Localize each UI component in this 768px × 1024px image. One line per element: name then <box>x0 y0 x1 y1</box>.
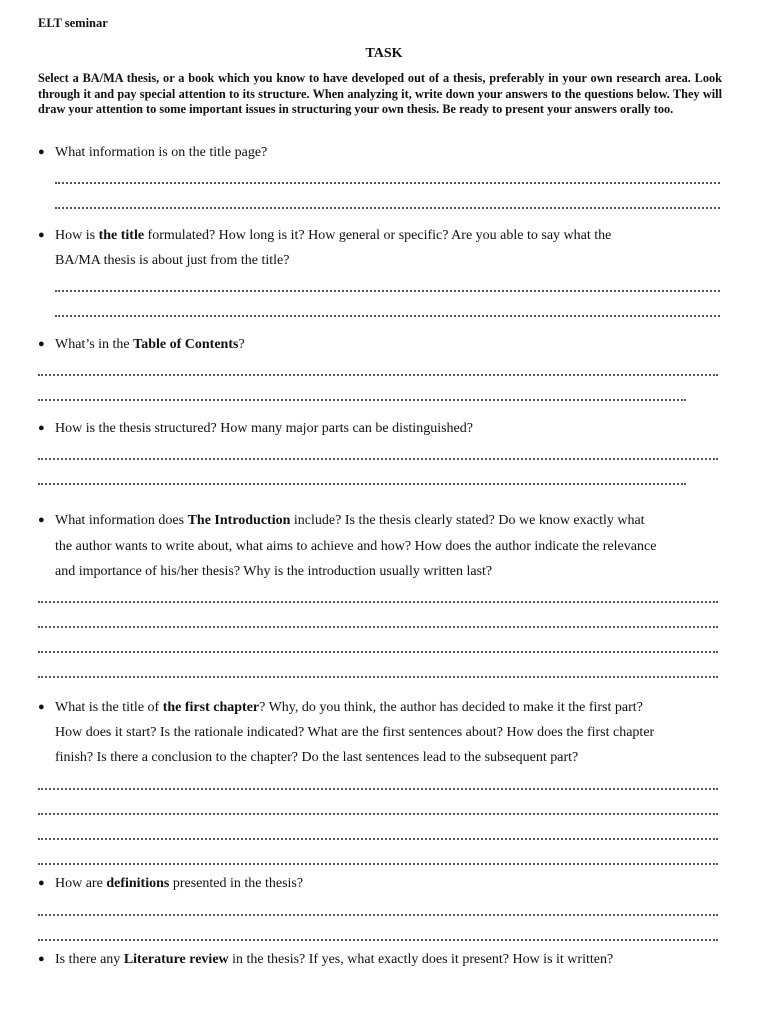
answer-line[interactable] <box>38 483 686 485</box>
answer-line[interactable] <box>38 601 718 603</box>
question-introduction-continued: the author wants to write about, what aims to achieve and how? How does the author indicate the relevance <box>55 539 657 554</box>
bullet-icon: ● <box>38 146 45 158</box>
answer-line[interactable] <box>55 315 720 317</box>
answer-line[interactable] <box>38 676 718 678</box>
bullet-icon: ● <box>38 953 45 965</box>
question-title: ● How is the title formulated? How long is it? How general or specific? Are you able to say what the <box>38 228 612 243</box>
answer-line[interactable] <box>38 863 718 865</box>
task-instructions: Select a BA/MA thesis, or a book which you know to have developed out of a thesis, preferably in your own research area. Look through it and pay special attention to its structure. When analyzing it, write down your answers to the questions below. They will draw your attention to some important issues in structuring your own thesis. Be ready to present your answers orally too. <box>38 71 722 116</box>
answer-line[interactable] <box>38 651 718 653</box>
question-first-chapter: ● What is the title of the first chapter? Why, do you think, the author has decided to make it the first part? <box>38 700 643 715</box>
answer-line[interactable] <box>38 374 718 376</box>
bullet-icon: ● <box>38 229 45 241</box>
answer-line[interactable] <box>38 939 718 941</box>
question-structure: ● How is the thesis structured? How many major parts can be distinguished? <box>38 421 473 436</box>
answer-line[interactable] <box>55 290 720 292</box>
answer-line[interactable] <box>38 626 718 628</box>
question-table-of-contents: ● What’s in the Table of Contents? <box>38 337 245 352</box>
question-definitions: ● How are definitions presented in the thesis? <box>38 876 304 891</box>
question-first-chapter-continued: finish? Is there a conclusion to the chapter? Do the last sentences lead to the subsequent part? <box>55 750 579 765</box>
bullet-icon: ● <box>38 514 45 526</box>
answer-line[interactable] <box>38 399 686 401</box>
answer-line[interactable] <box>38 838 718 840</box>
answer-line[interactable] <box>38 788 718 790</box>
task-title: TASK <box>365 46 403 61</box>
seminar-header: ELT seminar <box>38 16 108 30</box>
question-first-chapter-continued: How does it start? Is the rationale indicated? What are the first sentences about? How does the first chapter <box>55 725 655 740</box>
question-title-continued: BA/MA thesis is about just from the title? <box>55 253 290 268</box>
bullet-icon: ● <box>38 422 45 434</box>
answer-line[interactable] <box>38 914 718 916</box>
bullet-icon: ● <box>38 338 45 350</box>
question-literature-review: ● Is there any Literature review in the thesis? If yes, what exactly does it present? How is it written? <box>38 952 614 967</box>
question-introduction-continued: and importance of his/her thesis? Why is the introduction usually written last? <box>55 564 493 579</box>
question-introduction: ● What information does The Introduction include? Is the thesis clearly stated? Do we know exactly what <box>38 513 645 528</box>
bullet-icon: ● <box>38 877 45 889</box>
bullet-icon: ● <box>38 701 45 713</box>
answer-line[interactable] <box>38 458 718 460</box>
answer-line[interactable] <box>38 813 718 815</box>
question-title-page: ● What information is on the title page? <box>38 145 268 160</box>
answer-line[interactable] <box>55 207 720 209</box>
answer-line[interactable] <box>55 182 720 184</box>
